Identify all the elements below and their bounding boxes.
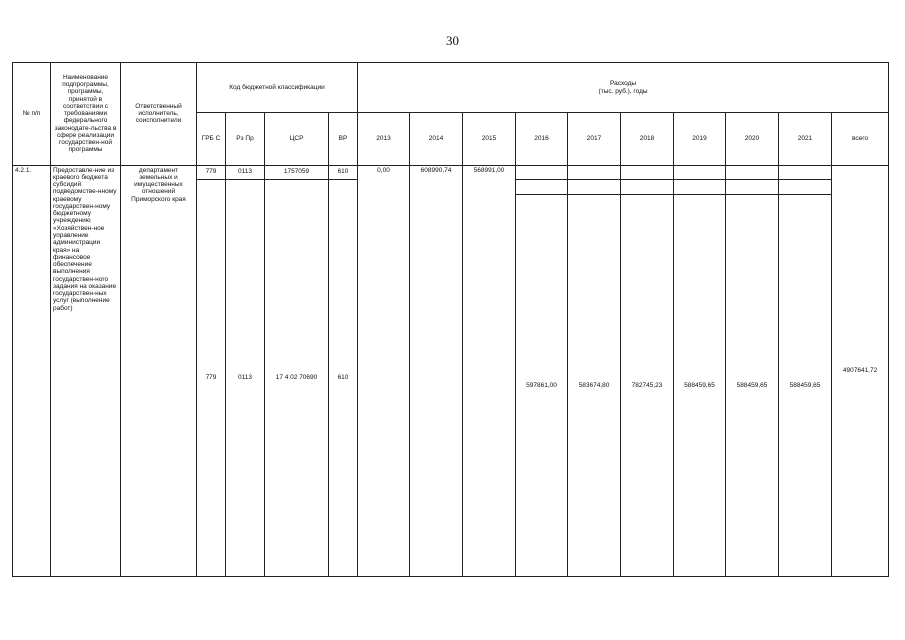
col-header-year-2016: 2016	[516, 113, 568, 165]
cell-2019: 588459,65	[674, 194, 726, 576]
cell-2021-top	[779, 165, 832, 179]
group-header-budget-code: Код бюджетной классификации	[197, 63, 358, 113]
col-header-rzpr: Рз Пр	[226, 113, 265, 165]
col-header-year-2013: 2013	[358, 113, 410, 165]
cell-2016-top	[516, 165, 568, 179]
cell-2017: 583674,80	[568, 194, 621, 576]
cell-2020-top	[726, 165, 779, 179]
col-header-year-2015: 2015	[463, 113, 516, 165]
cell-2021-mid	[779, 179, 832, 194]
cell-grbs: 779	[197, 165, 226, 179]
cell-2018-mid	[621, 179, 674, 194]
col-header-year-2017: 2017	[568, 113, 621, 165]
cell-rzpr-2: 0113	[226, 179, 265, 576]
row-name: Предоставле-ние из краевого бюджета субсидий подведомстве-нному краевому государствен-ному бюджетному учреждению «Хозяйствен-ное управление администрации края» на финансовое обеспечение выполнения государствен-ного задания на оказание государствен-ных услуг (выполнение работ)	[51, 165, 121, 576]
row-number: 4.2.1.	[13, 165, 51, 576]
page-number: 30	[446, 33, 459, 48]
cell-2020-mid	[726, 179, 779, 194]
cell-2018: 782745,23	[621, 194, 674, 576]
cell-2017-mid	[568, 179, 621, 194]
expenses-subtitle: (тыс. руб.), годы	[598, 87, 648, 95]
cell-2018-top	[621, 165, 674, 179]
col-header-number: № п/п	[13, 63, 51, 166]
cell-2020: 588459,65	[726, 194, 779, 576]
cell-2014: 608990,74	[410, 165, 463, 576]
cell-csr: 1757059	[265, 165, 329, 179]
col-header-csr: ЦСР	[265, 113, 329, 165]
col-header-year-2021: 2021	[779, 113, 832, 165]
header-row-1	[13, 63, 889, 113]
col-header-total: всего	[832, 113, 889, 165]
col-header-name: Наименование подпрограммы, программы, принятой в соответствии с требованиями федерального законодате-льства в сфере реализации государствен-ной программы	[51, 63, 121, 166]
table-row	[13, 165, 889, 179]
cell-2013: 0,00	[358, 165, 410, 576]
cell-grbs-2: 779	[197, 179, 226, 576]
cell-vr: 610	[329, 165, 358, 179]
col-header-year-2018: 2018	[621, 113, 674, 165]
budget-table	[12, 62, 889, 577]
cell-total: 4907641,72	[832, 165, 889, 576]
col-header-year-2019: 2019	[674, 113, 726, 165]
cell-2019-top	[674, 165, 726, 179]
col-header-year-2014: 2014	[410, 113, 463, 165]
col-header-executor: Ответственный исполнитель, соисполнители	[121, 63, 197, 166]
col-header-year-2020: 2020	[726, 113, 779, 165]
cell-2016: 597861,00	[516, 194, 568, 576]
col-header-vr: ВР	[329, 113, 358, 165]
group-header-expenses	[358, 63, 889, 113]
cell-2015: 568991,00	[463, 165, 516, 576]
cell-2021: 588459,65	[779, 194, 832, 576]
cell-2019-mid	[674, 179, 726, 194]
cell-rzpr: 0113	[226, 165, 265, 179]
expenses-title: Расходы	[610, 80, 637, 88]
col-header-grbs: ГРБ С	[197, 113, 226, 165]
cell-csr-2: 17 4 02 70690	[265, 179, 329, 576]
row-executor: департамент земельных и имущественных отношений Приморского края	[121, 165, 197, 576]
cell-vr-2: 610	[329, 179, 358, 576]
cell-2016-mid	[516, 179, 568, 194]
cell-2017-top	[568, 165, 621, 179]
